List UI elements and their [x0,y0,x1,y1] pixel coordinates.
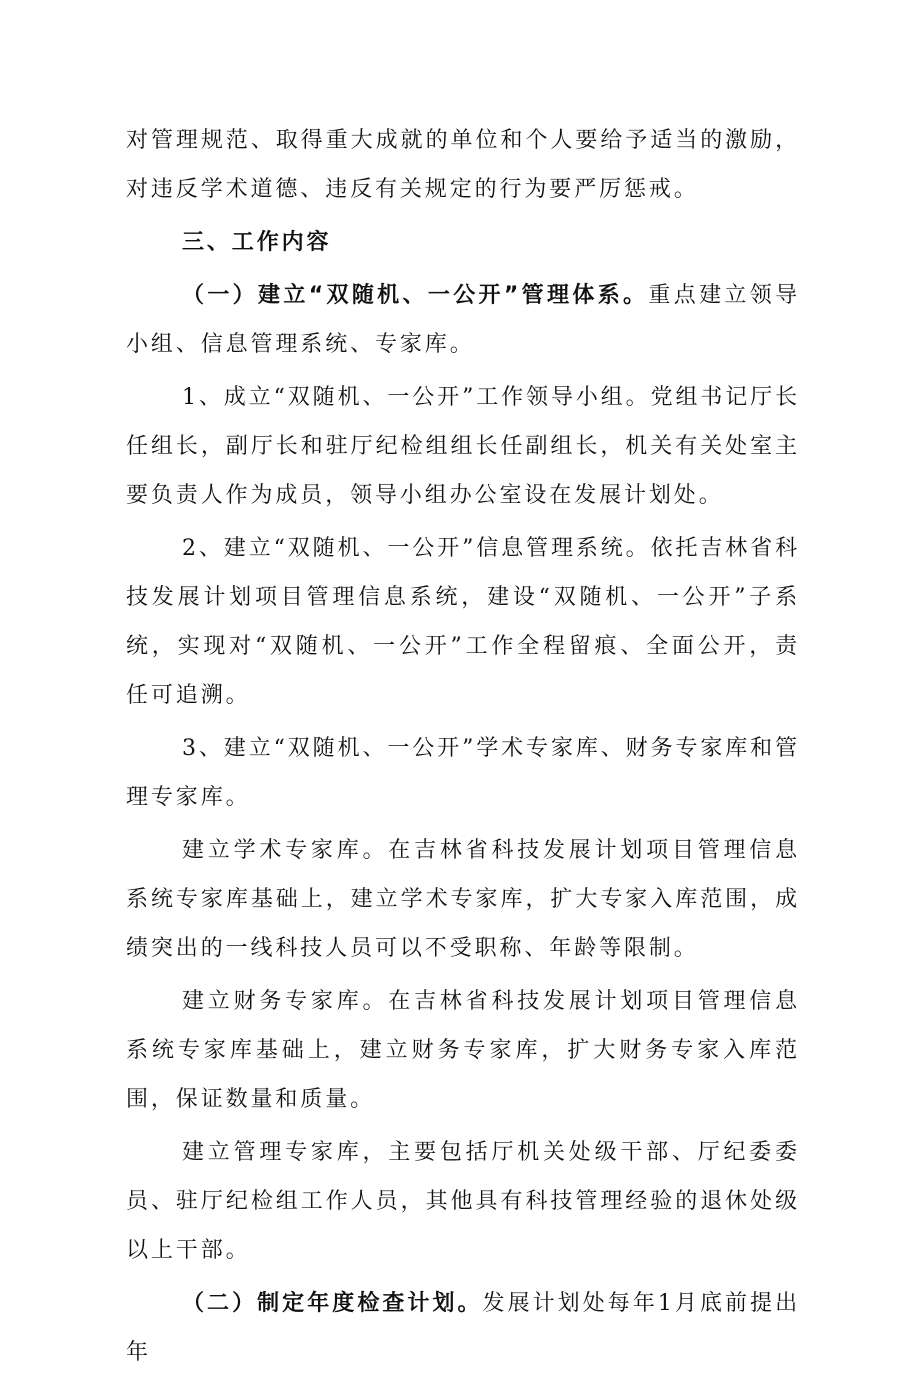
item-1-leading-group: 1、成立“双随机、一公开”工作领导小组。党组书记厅长任组长，副厅长和驻厅纪检组组长任副组长，机关有关处室主要负责人作为成员，领导小组办公室设在发展计划处。 [126,385,800,508]
section-heading-work-content: 三、工作内容 [182,230,332,255]
subsection-two-title: （二）制定年度检查计划。 [182,1291,483,1316]
item-3-expert-databases: 3、建立“双随机、一公开”学术专家库、财务专家库和管理专家库。 [126,736,800,810]
subsection-one-paragraph [0,271,920,369]
paragraph-management-expert-db: 建立管理专家库，主要包括厅机关处级干部、厅纪委委员、驻厅纪检组工作人员，其他具有科技管理经验的退休处级以上干部。 [126,1140,800,1263]
paragraph-finance-expert-db: 建立财务专家库。在吉林省科技发展计划项目管理信息系统专家库基础上，建立财务专家库，扩大财务专家入库范围，保证数量和质量。 [126,989,800,1112]
paragraph-academic-expert-db: 建立学术专家库。在吉林省科技发展计划项目管理信息系统专家库基础上，建立学术专家库，扩大专家入库范围，成绩突出的一线科技人员可以不受职称、年龄等限制。 [126,838,800,961]
subsection-two-body: 发展计划处每年1月底前提出年 [126,1291,800,1365]
subsection-one-body: 重点建立领导小组、信息管理系统、专家库。 [126,283,800,357]
subsection-one-title: （一）建立“双随机、一公开”管理体系。 [182,283,649,308]
item-2-info-system: 2、建立“双随机、一公开”信息管理系统。依托吉林省科技发展计划项目管理信息系统，建设“双随机、一公开”子系统，实现对“双随机、一公开”工作全程留痕、全面公开，责任可追溯。 [126,536,800,708]
subsection-two-paragraph [0,1279,920,1377]
paragraph-incentives: 对管理规范、取得重大成就的单位和个人要给予适当的激励，对违反学术道德、违反有关规定的行为要严厉惩戒。 [126,128,800,202]
